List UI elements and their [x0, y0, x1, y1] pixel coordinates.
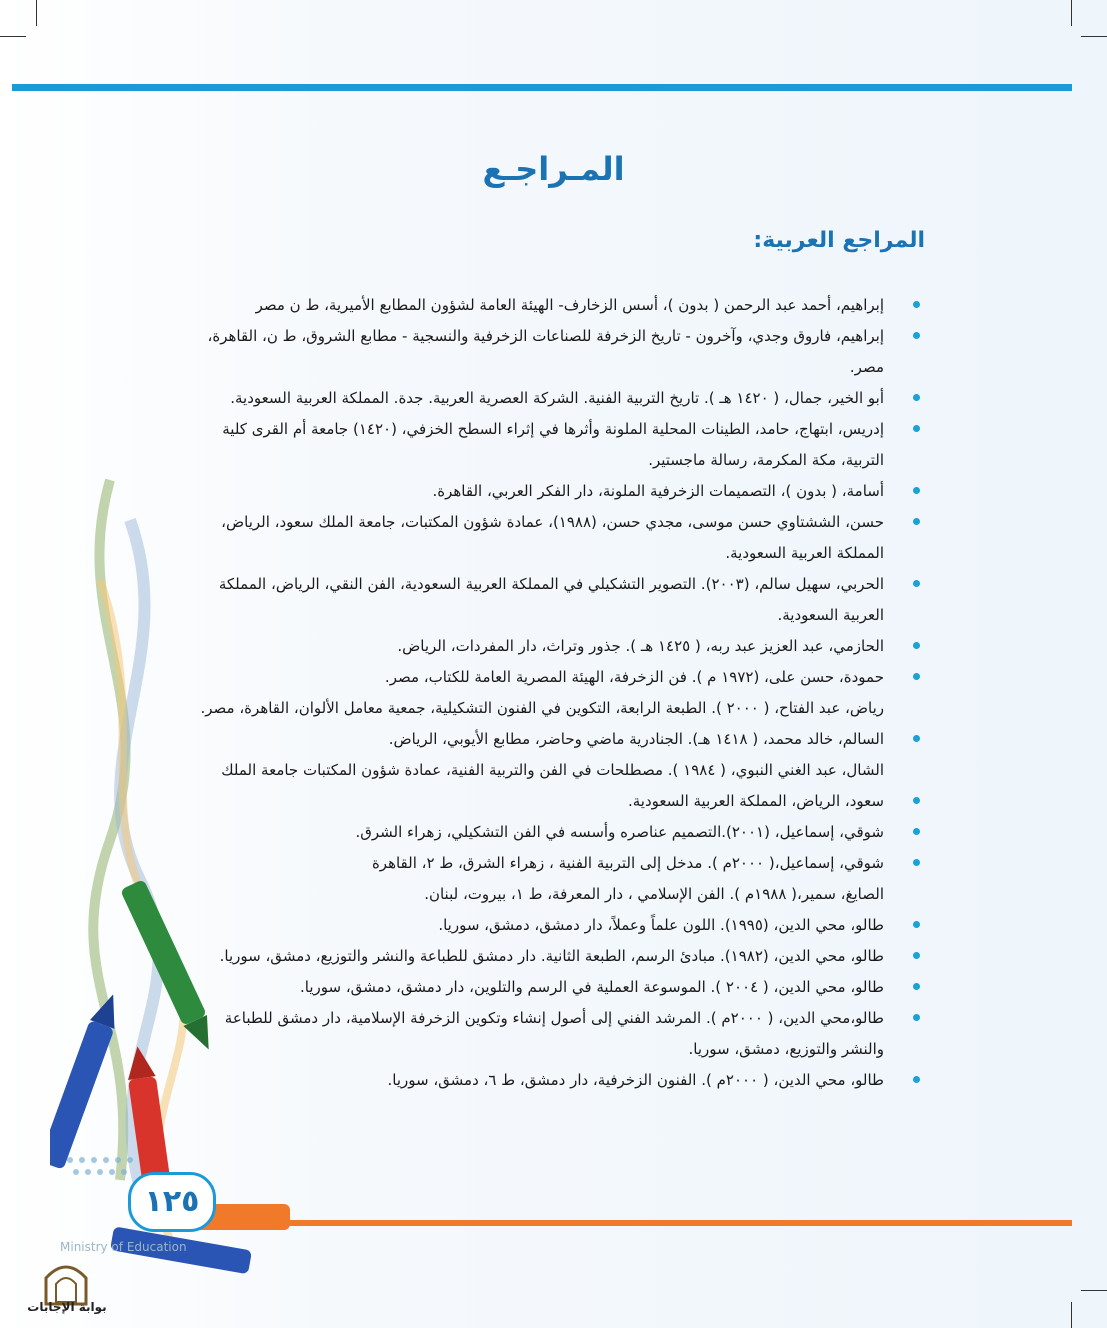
bullet-icon — [913, 1076, 920, 1083]
reference-text: طالو، محي الدين، (١٩٨٢). مبادئ الرسم، الطبعة الثانية. دار دمشق للطباعة والنشر والتوزيع، دمشق، سوريا. — [219, 947, 884, 965]
reference-text: طالو، محي الدين، ( ٢٠٠٤ ). الموسوعة العملية في الرسم والتلوين، دار دمشق، دمشق، سوريا. — [300, 978, 884, 996]
reference-item — [180, 383, 920, 414]
reference-item — [180, 290, 920, 321]
reference-item — [180, 662, 920, 693]
reference-text: أبو الخير، جمال، ( ١٤٢٠ هـ ). تاريخ التربية الفنية. الشركة العصرية العربية. جدة. المملكة العربية السعودية. — [230, 389, 884, 407]
crop-mark — [1071, 0, 1072, 26]
bullet-icon — [913, 518, 920, 525]
bullet-icon — [913, 642, 920, 649]
bullet-icon — [913, 332, 920, 339]
reference-item — [180, 631, 920, 662]
bullet-icon — [913, 797, 920, 804]
reference-item — [180, 724, 920, 755]
crop-mark — [1081, 1290, 1107, 1291]
reference-text: طالو،محي الدين، ( ٢٠٠٠م ). المرشد الفني إلى أصول إنشاء وتكوين الزخرفة الإسلامية، دار دمشق للطباعة والنشر والتوزيع، دمشق، سوريا. — [224, 1009, 884, 1058]
reference-item — [180, 941, 920, 972]
reference-text: حمودة، حسن على، (١٩٧٢ م ). فن الزخرفة، الهيئة المصرية العامة للكتاب، مصر. — [384, 668, 884, 686]
bullet-icon — [913, 828, 920, 835]
bullet-icon — [913, 487, 920, 494]
crop-mark — [36, 0, 37, 26]
reference-item — [180, 879, 920, 910]
reference-item — [180, 1003, 920, 1065]
reference-text: طالو، محي الدين، ( ٢٠٠٠م ). الفنون الزخرفية، دار دمشق، ط ٦، دمشق، سوريا. — [387, 1071, 884, 1089]
reference-list — [180, 290, 920, 1096]
bullet-icon — [913, 425, 920, 432]
bottom-rule — [250, 1220, 1072, 1226]
bullet-icon — [913, 859, 920, 866]
reference-item — [180, 910, 920, 941]
reference-item — [180, 321, 920, 383]
bullet-icon — [913, 673, 920, 680]
logo-label: بوابة الإجابات — [27, 1300, 107, 1314]
top-rule — [12, 84, 1072, 91]
reference-item — [180, 693, 920, 724]
crayons-illustration — [50, 460, 290, 1280]
section-heading: المراجع العربية: — [753, 228, 925, 253]
bullet-icon — [913, 301, 920, 308]
page-number: ١٢٥ — [128, 1172, 216, 1232]
bullet-icon — [913, 952, 920, 959]
page-title: المـراجـع — [482, 150, 625, 188]
bullet-icon — [913, 580, 920, 587]
crop-mark — [1081, 36, 1107, 37]
reference-item — [180, 755, 920, 786]
reference-item — [180, 569, 920, 631]
reference-item — [180, 972, 920, 1003]
reference-text: الحربي، سهيل سالم، (٢٠٠٣). التصوير التشكيلي في المملكة العربية السعودية، الفن النقي، الرياض، المملكة العربية السعودية. — [218, 575, 884, 624]
reference-text: الحازمي، عبد العزيز عبد ربه، ( ١٤٢٥ هـ ). جذور وتراث، دار المفردات، الرياض. — [397, 637, 884, 655]
bullet-icon — [913, 921, 920, 928]
reference-text: أسامة، ( بدون )، التصميمات الزخرفية الملونة، دار الفكر العربي، القاهرة. — [432, 482, 884, 500]
reference-text: شوقي، إسماعيل، (٢٠٠١).التصميم عناصره وأسسه في الفن التشكيلي، زهراء الشرق. — [355, 823, 884, 841]
reference-text: سعود، الرياض، المملكة العربية السعودية. — [627, 792, 884, 810]
reference-text: الشال، عبد الغني النبوي، ( ١٩٨٤ ). مصطلحات في الفن والتربية الفنية، عمادة شؤون المكتبات جامعة الملك — [221, 761, 884, 779]
reference-item — [180, 1065, 920, 1096]
reference-item — [180, 817, 920, 848]
reference-item — [180, 786, 920, 817]
reference-text: السالم، خالد محمد، ( ١٤١٨ هـ). الجنادرية ماضي وحاضر، مطابع الأيوبي، الرياض. — [388, 730, 884, 748]
gateway-logo-icon — [26, 1254, 106, 1326]
ministry-watermark: Ministry of Education — [60, 1240, 187, 1254]
reference-item — [180, 848, 920, 879]
reference-item — [180, 476, 920, 507]
bullet-icon — [913, 1014, 920, 1021]
reference-text: حسن، الششتاوي حسن موسى، مجدي حسن، (١٩٨٨)، عمادة شؤون المكتبات، جامعة الملك سعود، الرياض، المملكة العربية السعودية. — [221, 513, 884, 562]
bullet-icon — [913, 394, 920, 401]
reference-item — [180, 507, 920, 569]
reference-text: طالو، محي الدين، (١٩٩٥). اللون علماً وعملاً، دار دمشق، دمشق، سوريا. — [438, 916, 884, 934]
bullet-icon — [913, 983, 920, 990]
reference-text: إدريس، ابتهاج، حامد، الطينات المحلية الملونة وأثرها في إثراء السطح الخزفي، (١٤٢٠) جامعة أم القرى كلية التربية، مكة المكرمة، رسالة ماجستير. — [222, 420, 884, 469]
reference-text: إبراهيم، فاروق وجدي، وآخرون - تاريخ الزخرفة للصناعات الزخرفية والنسجية - مطابع الشروق، ط ن، القاهرة، مصر. — [207, 327, 884, 376]
crop-mark — [0, 36, 26, 37]
reference-text: شوقي، إسماعيل،( ٢٠٠٠م ). مدخل إلى التربية الفنية ، زهراء الشرق، ط ٢، القاهرة — [371, 854, 884, 872]
bullet-icon — [913, 735, 920, 742]
reference-text: إبراهيم، أحمد عبد الرحمن ( بدون )، أسس الزخارف- الهيئة العامة لشؤون المطابع الأميرية، ط ن مصر — [255, 296, 884, 314]
crop-mark — [1071, 1302, 1072, 1328]
reference-text: رياض، عبد الفتاح، ( ٢٠٠٠ ). الطبعة الرابعة، التكوين في الفنون التشكيلية، جمعية معامل الألوان، القاهرة، مصر. — [200, 699, 884, 717]
reference-item — [180, 414, 920, 476]
reference-text: الصايغ، سمير،( ١٩٨٨م ). الفن الإسلامي ، دار المعرفة، ط ١، بيروت، لبنان. — [424, 885, 884, 903]
